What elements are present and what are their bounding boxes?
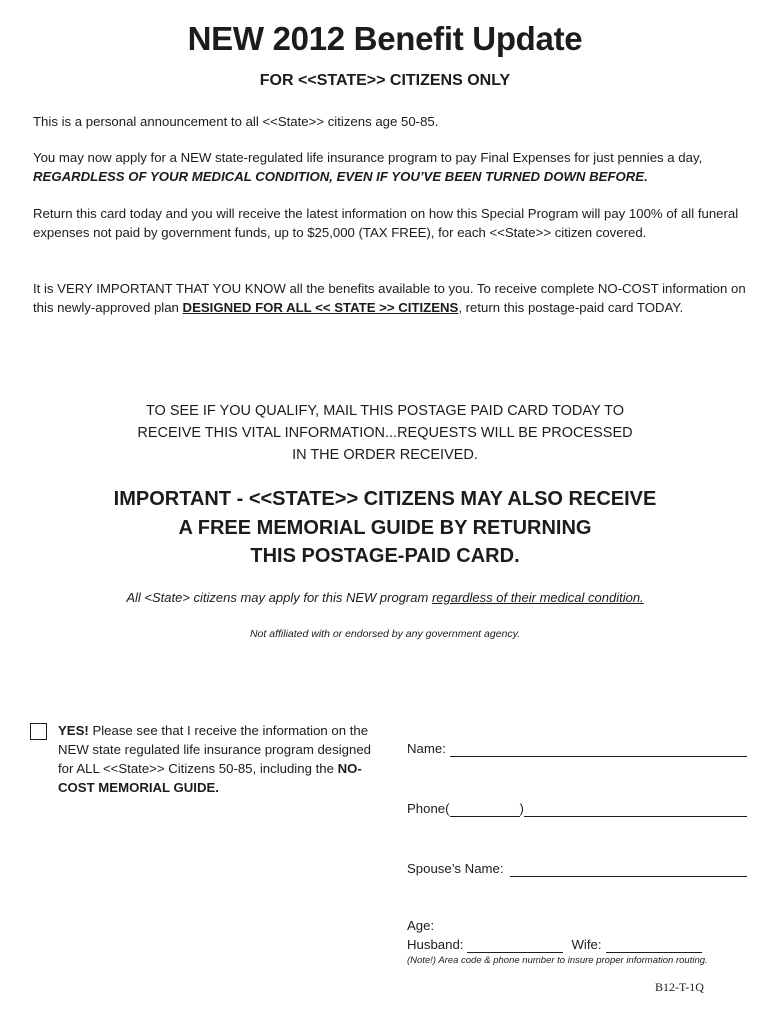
- wife-age-field[interactable]: [606, 939, 702, 953]
- reply-text: Please see that I receive the information on the NEW state regulated life insurance program designed for ALL <<State>> Citizens 50-85, including the: [58, 723, 372, 776]
- phone-label: Phone(: [407, 801, 450, 816]
- phone-number-field[interactable]: [524, 803, 747, 817]
- important-line: A FREE MEMORIAL GUIDE BY RETURNING: [178, 516, 592, 539]
- phone-row: [407, 800, 747, 817]
- spouse-row: [407, 860, 747, 877]
- benefits-text-before: It is VERY IMPORTANT THAT YOU KNOW all the benefits available to you. To receive complete NO-COST information on this newly-approved plan: [33, 281, 746, 315]
- name-field[interactable]: [450, 743, 747, 757]
- page-subtitle: FOR <<STATE>> CITIZENS ONLY: [259, 72, 511, 89]
- page-title: NEW 2012 Benefit Update: [187, 20, 583, 57]
- important-notice: [0, 485, 770, 571]
- qualify-line: IN THE ORDER RECEIVED.: [292, 447, 478, 463]
- benefits-text-after: , return this postage-paid card TODAY.: [458, 299, 684, 315]
- program-paragraph: [33, 149, 748, 186]
- age-label: Age:: [407, 918, 435, 933]
- area-code-field[interactable]: [450, 803, 520, 817]
- spouse-label: Spouse’s Name:: [407, 861, 504, 876]
- important-line: THIS POSTAGE-PAID CARD.: [250, 545, 520, 567]
- qualify-notice: [0, 400, 770, 466]
- intro-paragraph: This is a personal announcement to all <<State>> citizens age 50-85.: [33, 114, 439, 129]
- reply-bold-end: NO-COST MEMORIAL GUIDE.: [58, 761, 362, 795]
- wife-label: Wife:: [571, 937, 602, 952]
- husband-label: Husband:: [407, 937, 464, 952]
- phone-close-paren: ): [519, 801, 524, 816]
- apply-statement: [0, 590, 770, 605]
- important-line: IMPORTANT - <<STATE>> CITIZENS MAY ALSO RECEIVE: [113, 488, 657, 510]
- spouse-name-field[interactable]: [510, 863, 747, 877]
- qualify-line: RECEIVE THIS VITAL INFORMATION...REQUESTS WILL BE PROCESSED: [137, 425, 633, 441]
- qualify-line: TO SEE IF YOU QUALIFY, MAIL THIS POSTAGE PAID CARD TODAY TO: [145, 403, 625, 419]
- return-card-paragraph: Return this card today and you will receive the latest information on how this Special Program will pay 100% of all funeral expenses not paid by government funds, up to $25,000 (TAX FREE), for each <<State>> citizen covered.: [33, 206, 739, 240]
- age-row: [407, 936, 747, 953]
- program-text: You may now apply for a NEW state-regulated life insurance program to pay Final Expenses for just pennies a day,: [33, 150, 703, 165]
- disclaimer: Not affiliated with or endorsed by any government agency.: [249, 628, 521, 640]
- yes-checkbox[interactable]: [30, 723, 47, 740]
- name-row: [407, 740, 747, 757]
- form-code: B12-T-1Q: [655, 980, 704, 994]
- yes-label: YES!: [58, 723, 89, 738]
- reply-statement: [58, 721, 373, 797]
- designed-for-all-emphasis: DESIGNED FOR ALL << STATE >> CITIZENS: [182, 299, 459, 315]
- program-emphasis: REGARDLESS OF YOUR MEDICAL CONDITION, EVEN IF YOU’VE BEEN TURNED DOWN BEFORE.: [33, 168, 648, 184]
- apply-underlined: regardless of their medical condition.: [431, 590, 644, 605]
- apply-text: All <State> citizens may apply for this NEW program: [126, 590, 432, 605]
- routing-note: (Note!) Area code & phone number to insure proper information routing.: [407, 955, 708, 966]
- husband-age-field[interactable]: [467, 939, 563, 953]
- benefits-paragraph: [33, 280, 748, 317]
- name-label: Name:: [407, 741, 446, 756]
